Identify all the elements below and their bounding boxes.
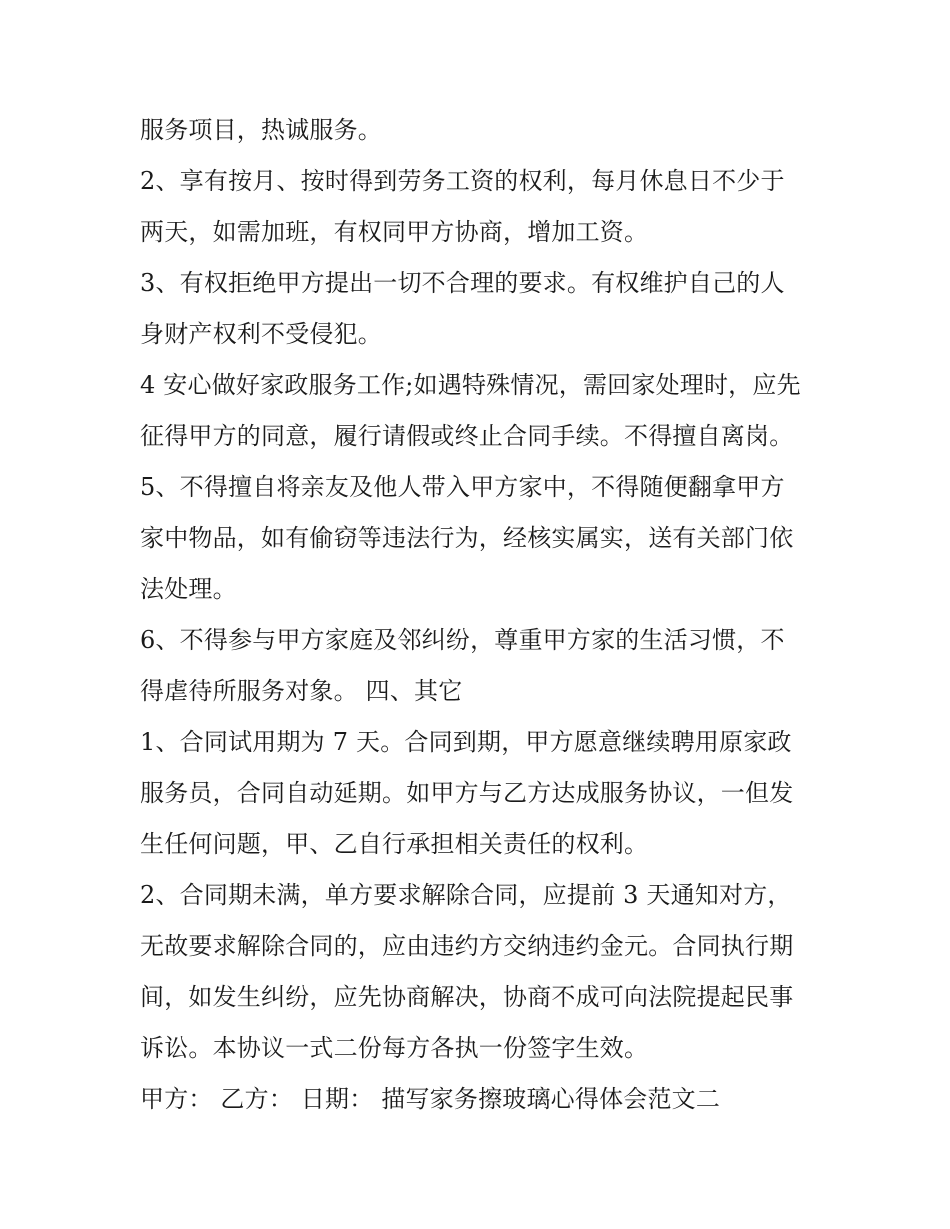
text-line: 6、不得参与甲方家庭及邻纠纷，尊重甲方家的生活习惯，不: [140, 626, 785, 654]
text-line: 间，如发生纠纷，应先协商解决，协商不成可向法院提起民事: [140, 983, 794, 1011]
text-line: 征得甲方的同意，履行请假或终止合同手续。不得擅自离岗。: [140, 422, 794, 450]
text-line: 5、不得擅自将亲友及他人带入甲方家中，不得随便翻拿甲方: [140, 473, 785, 501]
text-line: 生任何问题，甲、乙自行承担相关责任的权利。: [140, 830, 649, 858]
text-line: 服务项目，热诚服务。: [140, 116, 382, 144]
text-line: 法处理。: [140, 575, 237, 603]
text-line: 3、有权拒绝甲方提出一切不合理的要求。有权维护自己的人: [140, 269, 785, 297]
text-line: 家中物品，如有偷窃等违法行为，经核实属实，送有关部门依: [140, 524, 794, 552]
document-body: [140, 105, 830, 1125]
text-line: 1、合同试用期为 7 天。合同到期，甲方愿意继续聘用原家政: [140, 728, 792, 756]
text-line: 服务员，合同自动延期。如甲方与乙方达成服务协议，一但发: [140, 779, 794, 807]
text-line: 4 安心做好家政服务工作;如遇特殊情况，需回家处理时，应先: [140, 371, 801, 399]
text-line: 2、享有按月、按时得到劳务工资的权利，每月休息日不少于: [140, 167, 785, 195]
text-line: 诉讼。本协议一式二份每方各执一份签字生效。: [140, 1034, 649, 1062]
text-line: 两天，如需加班，有权同甲方协商，增加工资。: [140, 218, 649, 246]
text-line: 身财产权利不受侵犯。: [140, 320, 382, 348]
text-line: 无故要求解除合同的，应由违约方交纳违约金元。合同执行期: [140, 932, 794, 960]
text-line: 得虐待所服务对象。 四、其它: [140, 677, 463, 705]
text-line: 甲方： 乙方： 日期： 描写家务擦玻璃心得体会范文二: [140, 1085, 721, 1113]
text-line: 2、合同期未满，单方要求解除合同，应提前 3 天通知对方，: [140, 881, 792, 909]
